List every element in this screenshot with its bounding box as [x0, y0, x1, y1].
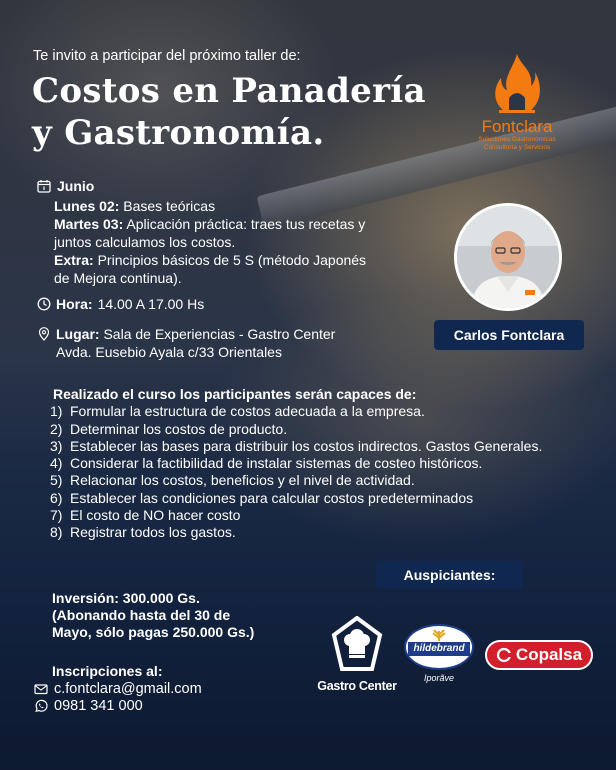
item-number: 2) [50, 420, 63, 437]
list-item [50, 472, 580, 489]
title-line-1: Costos en Panadería [32, 71, 426, 111]
instructor-name-badge: Carlos Fontclara [434, 320, 584, 350]
day1-text: Bases teóricas [123, 198, 216, 214]
list-item [50, 455, 580, 472]
copalsa-symbol-icon [496, 647, 512, 663]
item-text: Registrar todos los gastos. [70, 524, 236, 541]
day2-text: Aplicación práctica: traes tus recetas y juntos calculamos los costos. [54, 216, 366, 250]
list-item [50, 421, 580, 438]
list-item [50, 490, 580, 507]
flame-icon [491, 52, 543, 116]
chef-portrait-image [457, 206, 559, 308]
investment-line-3: Mayo, sólo pagas 250.000 Gs.) [52, 624, 255, 640]
objectives-heading: Realizado el curso los participantes serán capaces de: [53, 386, 417, 402]
item-text: Determinar los costos de producto. [70, 420, 288, 437]
item-number: 6) [50, 489, 63, 506]
item-number: 1) [50, 403, 63, 420]
title-line-2: y Gastronomía. [32, 113, 325, 153]
invite-text: Te invito a participar del próximo taller de: [33, 48, 301, 64]
item-number: 8) [50, 524, 63, 541]
gastro-center-name: Gastro Center [317, 679, 397, 693]
phone-number[interactable]: 0981 341 000 [54, 698, 143, 714]
schedule-details [54, 197, 384, 287]
objectives-section [50, 386, 580, 542]
page-title [32, 70, 426, 154]
item-number: 7) [50, 507, 63, 524]
place-label: Lugar: [56, 326, 100, 342]
copalsa-name: Copalsa [515, 645, 583, 664]
investment-block [52, 590, 292, 641]
item-text: Formular la estructura de costos adecuada a la empresa. [70, 403, 425, 420]
extra-label: Extra: [54, 252, 94, 268]
time-value: 14.00 A 17.00 Hs [97, 296, 205, 312]
investment-line-2: (Abonando hasta del 30 de [52, 607, 231, 623]
day2-label: Martes 03: [54, 216, 124, 232]
email-link[interactable]: c.fontclara@gmail.com [54, 681, 202, 697]
fontclara-logo [462, 52, 572, 152]
day1-label: Lunes 02: [54, 198, 120, 214]
list-item [50, 524, 580, 541]
clock-icon [37, 297, 51, 311]
item-text: Considerar la factibilidad de instalar sistemas de costeo históricos. [70, 455, 483, 472]
item-number: 3) [50, 437, 63, 454]
calendar-icon [37, 179, 51, 193]
instructor-photo [454, 203, 562, 311]
extra-text: Principios básicos de 5 S (método Japonés de Mejora continua). [54, 252, 367, 286]
time-row [37, 296, 204, 312]
item-text: El costo de NO hacer costo [70, 507, 241, 524]
wheat-icon [424, 628, 454, 642]
hildebrand-subtitle: Iporãve [423, 673, 455, 683]
item-text: Relacionar los costos, beneficios y el nivel de actividad. [70, 472, 415, 489]
logo-tagline-2: Consultoría y Servicios [483, 144, 551, 151]
gastro-center-logo-icon [331, 616, 383, 672]
logo-tagline-1: Soluciones Gastronómicas [478, 136, 556, 143]
extra [54, 251, 384, 287]
objectives-list [50, 403, 580, 541]
place-row [37, 325, 335, 361]
day1 [54, 197, 384, 215]
phone-row [34, 698, 143, 714]
place-line-1: Sala de Experiencias - Gastro Center [103, 326, 336, 342]
item-number: 5) [50, 472, 63, 489]
item-text: Establecer las bases para distribuir los costos indirectos. Gastos Generales. [70, 437, 543, 454]
list-item [50, 403, 580, 420]
list-item [50, 507, 580, 524]
investment-line-1: Inversión: 300.000 Gs. [52, 590, 200, 606]
logo-name: Fontclara [481, 117, 553, 136]
place-line-2: Avda. Eusebio Ayala c/33 Orientales [56, 344, 282, 360]
whatsapp-icon [34, 699, 48, 713]
item-number: 4) [50, 455, 63, 472]
sponsor-copalsa [485, 640, 593, 670]
sponsor-hildebrand [404, 624, 474, 683]
month-row [37, 178, 94, 194]
registration-heading: Inscripciones al: [52, 663, 163, 679]
mail-icon [34, 682, 48, 696]
place-text [56, 325, 335, 361]
time-label: Hora: [56, 296, 93, 312]
sponsors-heading: Auspiciantes: [376, 561, 523, 589]
hildebrand-logo [404, 624, 474, 670]
hildebrand-name: hildebrand [408, 642, 470, 656]
list-item [50, 438, 580, 455]
day2 [54, 215, 384, 251]
item-text: Establecer las condiciones para calcular costos predeterminados [70, 489, 474, 506]
location-pin-icon [37, 327, 51, 341]
month-label: Junio [57, 178, 95, 194]
sponsor-gastro-center [317, 616, 397, 693]
email-row [34, 681, 202, 697]
